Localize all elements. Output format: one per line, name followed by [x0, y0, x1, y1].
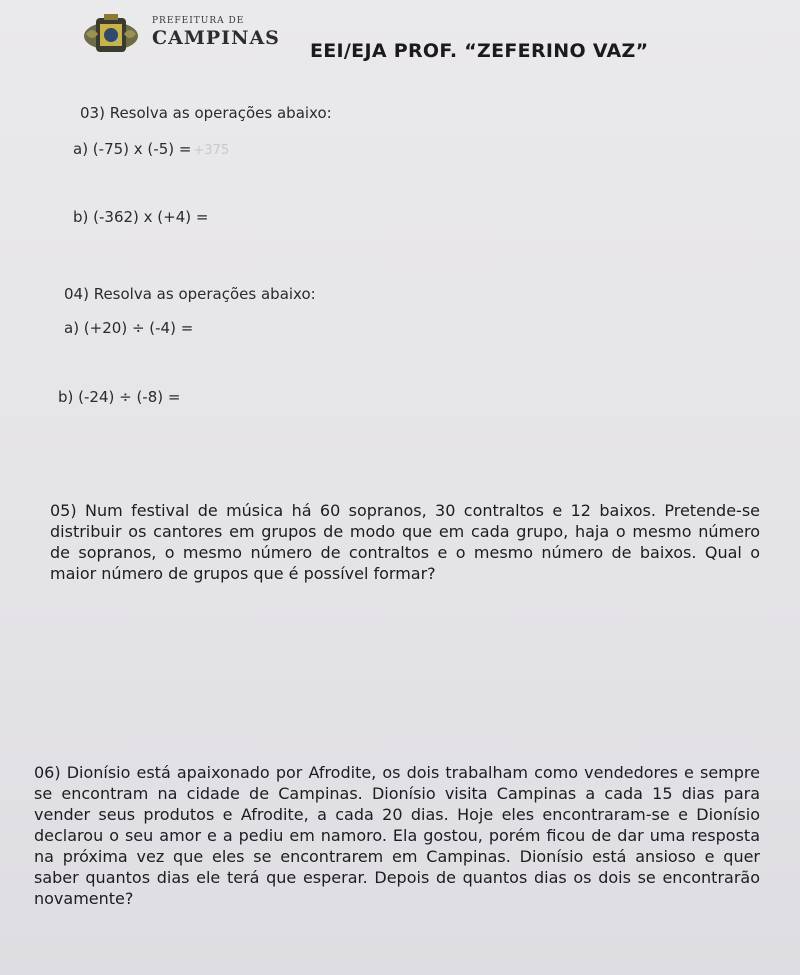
q03-item-b: b) (-362) x (+4) = [73, 208, 209, 226]
q06-text: 06) Dionísio está apaixonado por Afrodite, os dois trabalham como vendedores e sempre se encontram na cidade de Campinas. Dionísio visita Campinas a cada 15 dias para vender seus produtos e Afrodite, a cada 20 dias. Hoje eles encontraram-se e Dionísio declarou o seu amor e a pediu em namoro. Ela gostou, porém ficou de dar uma resposta na próxima vez que eles se encontrarem em Campinas. Dionísio está ansioso e quer saber quantos dias ele terá que esperar. Depois de quantos dias os dois se encontrarão novamente? [34, 763, 760, 908]
logo-subtitle: PREFEITURA DE [152, 16, 245, 26]
q03-title: 03) Resolva as operações abaixo: [80, 104, 332, 122]
q03-item-a [73, 140, 229, 158]
logo-title: CAMPINAS [152, 27, 280, 49]
q03-item-a-pencil-answer: +375 [193, 143, 230, 158]
school-title: EEI/EJA PROF. “ZEFERINO VAZ” [310, 40, 649, 62]
campinas-crest-icon [82, 12, 140, 58]
header [82, 12, 782, 72]
q03-item-a-text: a) (-75) x (-5) = [73, 140, 192, 158]
q04-title: 04) Resolva as operações abaixo: [64, 285, 316, 303]
q05-text: 05) Num festival de música há 60 sopranos, 30 contraltos e 12 baixos. Pretende-se distribuir os cantores em grupos de modo que em cada grupo, haja o mesmo número de sopranos, o mesmo número de contraltos e o mesmo número de baixos. Qual o maior número de grupos que é possível formar? [50, 501, 760, 583]
q04-item-b: b) (-24) ÷ (-8) = [58, 388, 181, 406]
q04-item-a: a) (+20) ÷ (-4) = [64, 319, 194, 337]
